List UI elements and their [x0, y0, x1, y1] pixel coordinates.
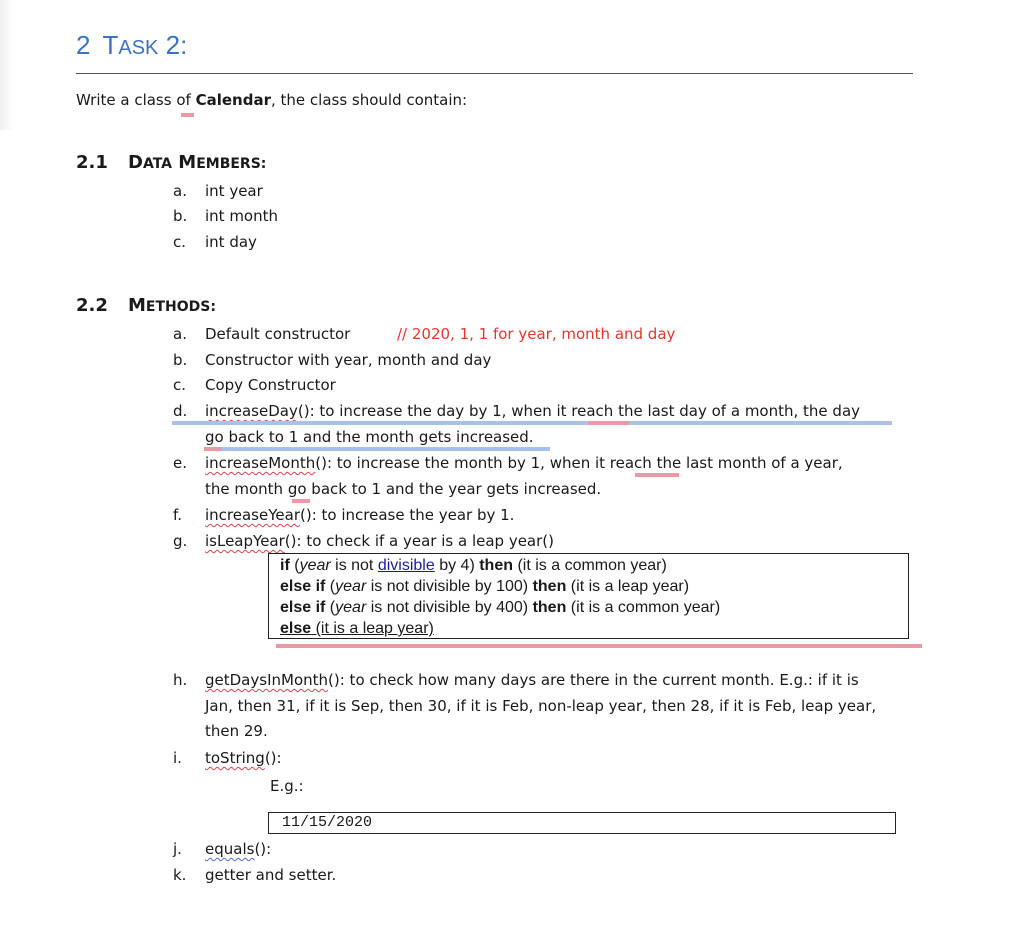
text: is not divisible by 400) — [366, 599, 533, 616]
method-parens: () — [254, 840, 267, 858]
title-rest: EMBERS: — [196, 156, 267, 172]
list-text: int month — [205, 207, 279, 225]
title-rest: ETHODS: — [145, 299, 216, 315]
keyword: then — [479, 557, 513, 574]
grammar-mark-pseudocode — [276, 644, 922, 648]
increase-day-continuation: go back to 1 and the month gets increased. — [205, 428, 534, 446]
example-label: E.g.: — [270, 777, 304, 795]
method-parens: () — [284, 532, 297, 550]
method-name: getDaysInMonth — [205, 671, 329, 689]
list-text — [205, 532, 554, 550]
section-number-2-1: 2.1 — [76, 152, 108, 173]
heading-title-rest: ASK — [118, 37, 159, 59]
list-text: Default constructor — [205, 325, 351, 343]
keyword: else if — [280, 599, 326, 616]
list-marker: b. — [173, 207, 188, 225]
divisible-link[interactable]: divisible — [377, 557, 435, 574]
grammar-mark-line — [172, 421, 892, 425]
method-desc: : to check how many days are there in the current month. E.g.: if it is — [339, 671, 859, 689]
keyword: if — [280, 557, 290, 574]
text: by 4) — [434, 557, 480, 574]
heading-rule — [76, 73, 913, 74]
get-days-continuation-2: then 29. — [205, 722, 268, 740]
default-values-comment: // 2020, 1, 1 for year, month and day — [397, 325, 676, 343]
list-marker: b. — [173, 351, 188, 369]
list-text — [205, 749, 282, 767]
list-marker: c. — [173, 233, 187, 251]
list-marker: f. — [173, 506, 182, 524]
pseudocode-line — [280, 576, 908, 597]
grammar-mark-go — [292, 499, 310, 503]
list-marker: g. — [173, 532, 188, 550]
list-text: int year — [205, 182, 263, 200]
method-name: increaseDay — [205, 402, 298, 420]
method-name: increaseYear — [205, 506, 300, 524]
heading-methods — [76, 295, 216, 316]
method-name: toString — [205, 749, 265, 767]
intro-before: Write a class — [76, 91, 177, 109]
text: is not divisible by 100) — [366, 578, 533, 595]
grammar-mark-reach — [635, 473, 679, 477]
list-marker: a. — [173, 325, 187, 343]
list-text: Constructor with year, month and day — [205, 351, 492, 369]
method-parens: () — [264, 749, 277, 767]
list-marker: k. — [173, 866, 187, 884]
heading-task-2 — [76, 30, 187, 61]
intro-after: , the class should contain: — [270, 91, 468, 109]
method-parens: () — [328, 671, 340, 689]
method-name: equals — [205, 840, 255, 858]
title-char: D — [128, 152, 143, 173]
method-name: increaseMonth — [205, 454, 316, 472]
keyword: then — [532, 578, 567, 595]
list-marker: a. — [173, 182, 187, 200]
pseudocode-line — [280, 555, 908, 576]
method-name: isLeapYear — [205, 532, 285, 550]
method-desc: : to increase the day by 1, when it reach the last day of a month, the day — [309, 402, 861, 420]
grammar-mark-go — [204, 447, 222, 451]
grammar-mark-of — [181, 113, 194, 117]
text: ( — [325, 599, 336, 616]
method-parens: () — [297, 402, 310, 420]
list-text — [205, 402, 860, 420]
grammar-mark-line — [204, 447, 550, 451]
method-desc: : to increase the month by 1, when it reach the last month of a year, — [326, 454, 843, 472]
keyword: else if — [280, 578, 326, 595]
method-parens: () — [315, 454, 327, 472]
increase-month-continuation: the month go back to 1 and the year gets increased. — [205, 480, 602, 498]
method-desc: : — [266, 840, 272, 858]
grammar-mark-reach — [588, 421, 630, 425]
leap-year-pseudocode-box — [268, 553, 909, 639]
get-days-continuation-1: Jan, then 31, if it is Sep, then 30, if it is Feb, non-leap year, then 28, if it is Feb, leap year, — [205, 697, 877, 715]
method-parens: () — [299, 506, 312, 524]
list-marker: e. — [173, 454, 187, 472]
text: (it is a leap year) — [311, 620, 434, 637]
heading-data-members — [76, 152, 266, 173]
to-string-example-box — [268, 812, 896, 834]
list-text — [205, 671, 859, 689]
variable: year — [299, 557, 331, 574]
text: (it is a leap year) — [566, 578, 690, 595]
heading-title-first: T — [102, 30, 119, 60]
list-text — [205, 840, 271, 858]
page-edge-shadow — [0, 0, 14, 130]
variable: year — [335, 599, 367, 616]
text: is not — [330, 557, 378, 574]
method-desc: : to increase the year by 1. — [311, 506, 515, 524]
text: ( — [325, 578, 336, 595]
title-char: M — [178, 152, 197, 173]
list-marker: j. — [173, 840, 182, 858]
heading-title-suffix: 2: — [165, 30, 188, 60]
list-text: int day — [205, 233, 257, 251]
text: (it is a common year) — [513, 557, 667, 574]
list-marker: h. — [173, 671, 188, 689]
intro-paragraph — [76, 91, 467, 109]
title-rest: ATA — [142, 156, 172, 172]
variable: year — [335, 578, 367, 595]
list-marker: d. — [173, 402, 188, 420]
pseudocode-line — [280, 618, 908, 639]
pseudocode-line — [280, 597, 908, 618]
section-number-2-2: 2.2 — [76, 295, 108, 316]
title-char: M — [128, 295, 146, 316]
list-text — [205, 454, 843, 472]
intro-of: of — [176, 91, 191, 109]
method-desc: : — [276, 749, 282, 767]
list-marker: c. — [173, 376, 187, 394]
intro-class-name: Calendar — [195, 91, 271, 109]
list-text: Copy Constructor — [205, 376, 336, 394]
keyword: else — [280, 620, 312, 637]
list-text — [205, 506, 514, 524]
heading-number: 2 — [76, 30, 91, 60]
list-marker: i. — [173, 749, 182, 767]
text: (it is a common year) — [566, 599, 721, 616]
keyword: then — [532, 599, 567, 616]
method-desc: : to check if a year is a leap year() — [296, 532, 554, 550]
text: ( — [289, 557, 300, 574]
to-string-example: 11/15/2020 — [282, 814, 373, 831]
list-text: getter and setter. — [205, 866, 337, 884]
